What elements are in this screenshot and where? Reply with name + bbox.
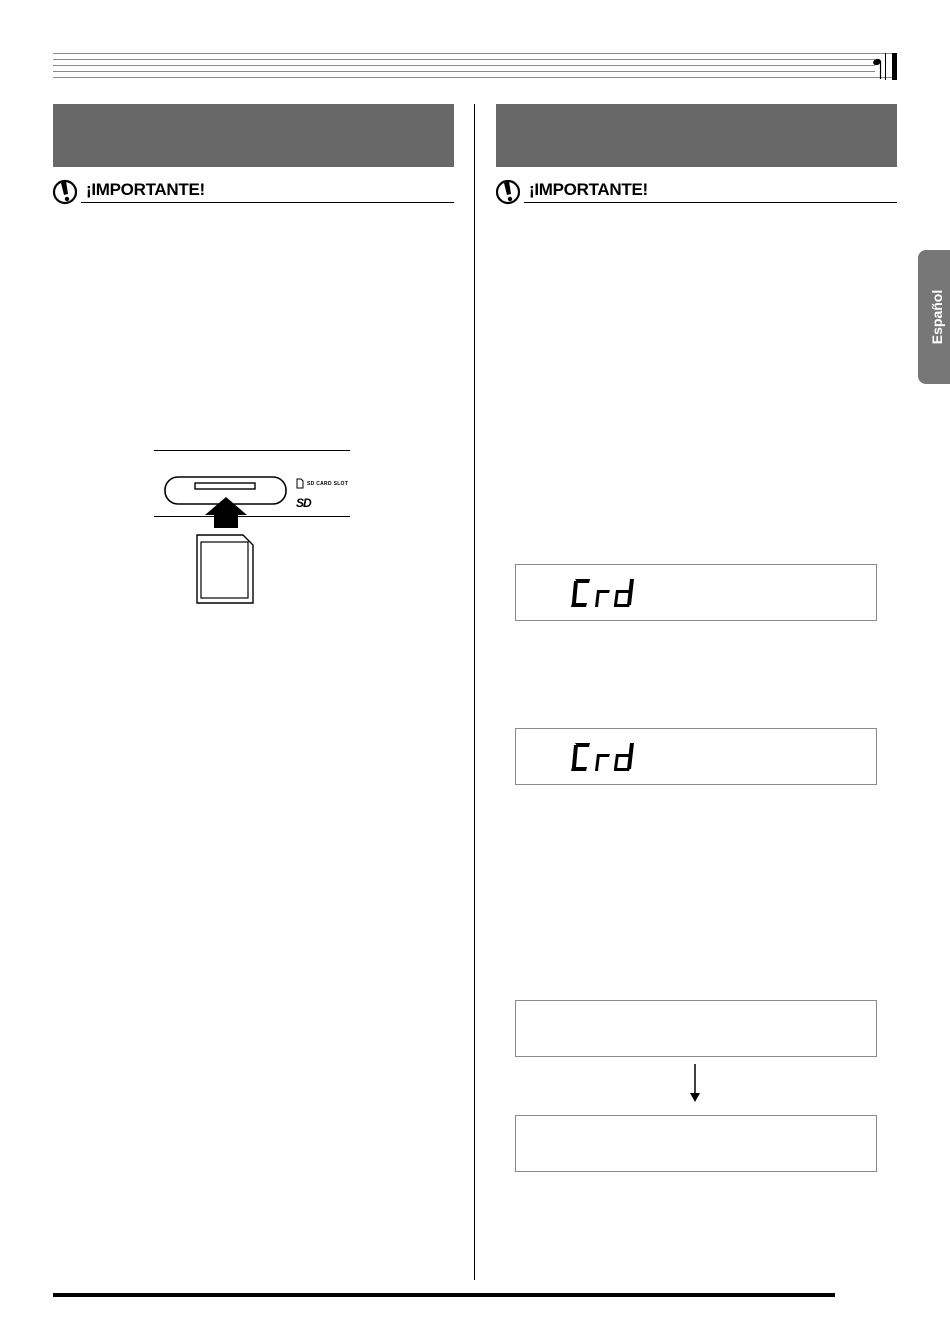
column-divider: [474, 104, 475, 1280]
important-label: ¡IMPORTANTE!: [529, 180, 648, 199]
warning-icon: [53, 177, 79, 205]
staff-line: [53, 71, 875, 72]
footer-rule: [53, 1293, 835, 1297]
sd-card-small-icon: [296, 478, 304, 489]
warning-icon: [496, 177, 522, 205]
important-rule: [524, 202, 897, 203]
right-section-header: [496, 104, 897, 167]
lcd-display-blank: [515, 1115, 877, 1172]
lcd-display-blank: [515, 1000, 877, 1057]
sd-slot-drawing: [150, 445, 360, 610]
staff-line: [53, 53, 875, 54]
staff-line: [53, 59, 875, 60]
lcd-segment-text: [570, 735, 640, 775]
lcd-display: [515, 728, 877, 785]
language-tab[interactable]: [918, 250, 950, 384]
staff-end-bar: [892, 53, 897, 80]
right-important-heading: [496, 177, 897, 205]
language-tab-label: Español: [929, 289, 946, 345]
music-note-icon: [872, 52, 884, 80]
lcd-segment-text: [570, 571, 640, 611]
staff-line: [53, 77, 875, 78]
lcd-display: [515, 564, 877, 621]
left-section-header: [53, 104, 454, 167]
staff-line: [53, 65, 875, 66]
important-rule: [81, 202, 454, 203]
sd-slot-label: SD CARD SLOT: [307, 481, 349, 487]
sd-logo: SD: [296, 496, 311, 510]
sd-slot-figure: [150, 445, 360, 610]
staff-thin-bar: [885, 53, 886, 80]
left-important-heading: [53, 177, 454, 205]
important-label: ¡IMPORTANTE!: [86, 180, 205, 199]
down-arrow-icon: [687, 1063, 703, 1103]
